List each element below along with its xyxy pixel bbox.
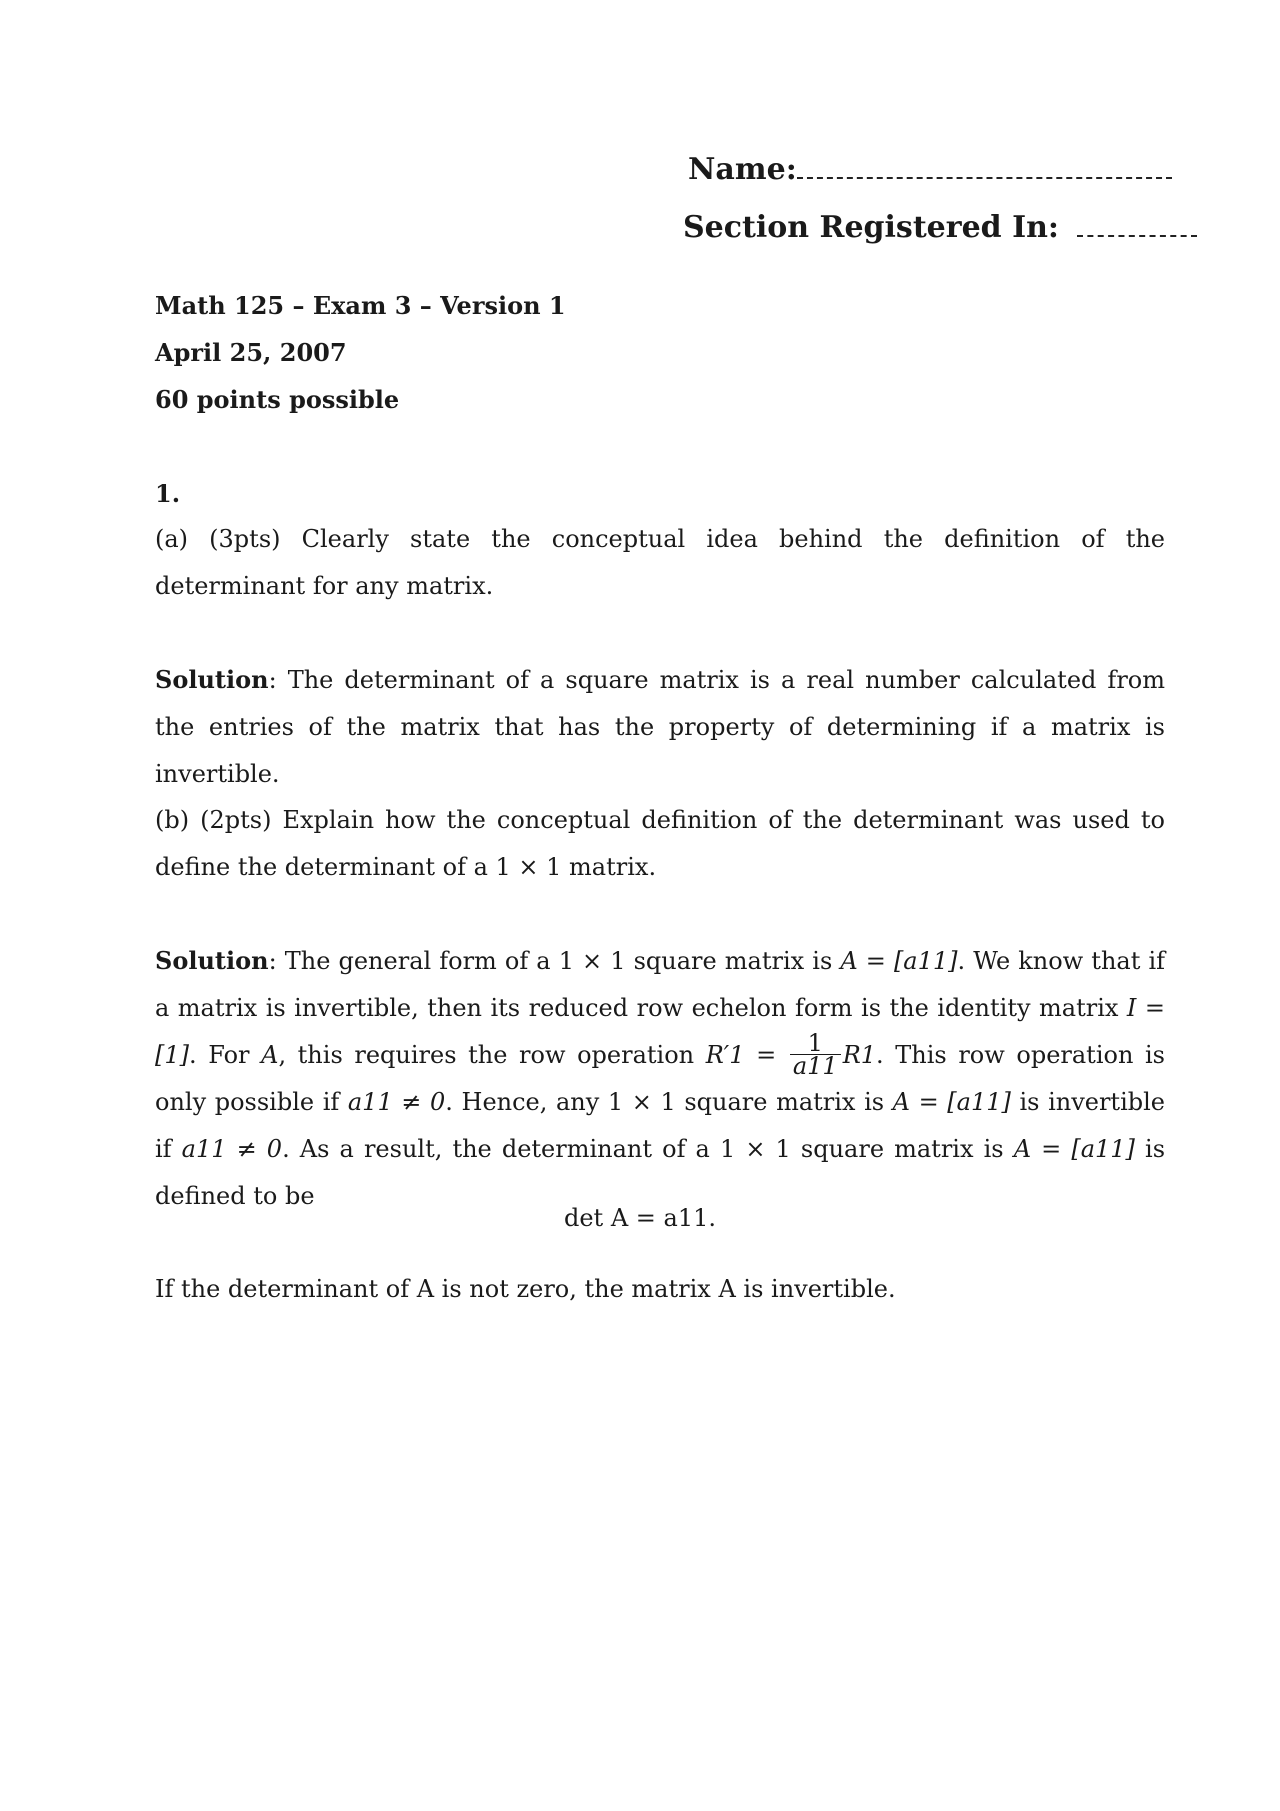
name-blank[interactable] [797,176,1172,179]
solution-text: . As a result, the determinant of a 1 × 1 square matrix is [282,1135,1014,1163]
solution-text: . We know that if a matrix is invertible, then its reduced row echelon form is the identity matrix [155,947,1166,1022]
math-R1: R1 [842,1041,877,1069]
fraction-numerator: 1 [790,1032,841,1055]
problem-number: 1. [155,479,181,508]
section-blank[interactable] [1077,234,1197,237]
solution-text: . Hence, any 1 × 1 square matrix is [445,1088,893,1116]
solution-label: Solution [155,665,269,694]
solution-text: , this requires the row operation [278,1041,706,1069]
math-A-eq: A = [a11] [892,1088,1011,1116]
part-a-solution [155,656,1165,798]
solution-text: . For [189,1041,262,1069]
math-neq: a11 ≠ 0 [347,1088,446,1116]
section-label: Section Registered In: [683,210,1059,245]
math-A-eq: A = [a11] [840,947,958,975]
solution-text: : The general form of a 1 × 1 square matrix is [268,947,841,975]
solution-text: : The determinant of a square matrix is a real number calculated from the entries of the matrix that has the property of determining if a matrix is invertible. [155,666,1165,788]
solution-text: . This row operation is only possible if [155,1041,1165,1116]
exam-points: 60 points possible [155,385,400,414]
fraction [790,1029,841,1080]
part-b-prompt: (b) (2pts) Explain how the conceptual definition of the determinant was used to define the determinant of a 1 × 1 matrix. [155,806,1165,881]
name-field-row [688,152,1172,187]
solution-label: Solution [155,946,269,975]
math-A-eq: A = [a11] [1013,1135,1135,1163]
exam-title: Math 125 – Exam 3 – Version 1 [155,291,566,320]
name-label: Name: [688,152,797,187]
math-neq: a11 ≠ 0 [181,1135,283,1163]
closing-statement: If the determinant of A is not zero, the matrix A is invertible. [155,1275,896,1303]
part-b-solution [155,937,1165,1220]
part-a-prompt: (a) (3pts) Clearly state the conceptual idea behind the definition of the determinant for any matrix. [155,525,1165,600]
math-R1-prime: R′1 = [705,1041,788,1069]
exam-date: April 25, 2007 [155,338,347,367]
math-A: A [261,1041,279,1069]
det-equation: det A = a11. [563,1204,716,1232]
section-field-row [683,210,1197,245]
solution-text: is invertible if [155,1088,1165,1163]
solution-text: is defined to be [155,1135,1166,1210]
fraction-denominator: a11 [792,1052,838,1080]
math-I-eq: I = [1] [155,994,1166,1069]
